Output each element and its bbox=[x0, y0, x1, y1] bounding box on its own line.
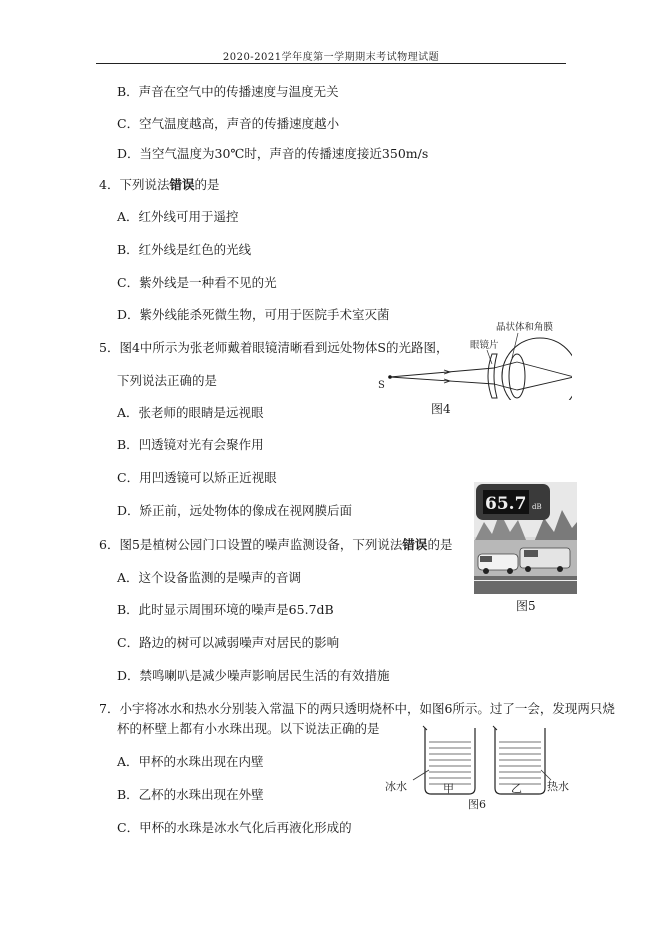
figure-6-beakers-diagram bbox=[383, 724, 579, 816]
q7-stem-line1: 7．小宇将冰水和热水分别装入常温下的两只透明烧杯中，如图6所示。过了一会，发现两只烧 bbox=[99, 701, 615, 716]
q4-option-d: D．紫外线能杀死微生物，可用于医院手术室灭菌 bbox=[117, 307, 390, 322]
figure-6-caption: 图6 bbox=[468, 798, 486, 811]
fig5-display-value: 65.7 bbox=[485, 494, 527, 514]
q3-option-d: D．当空气温度为30℃时，声音的传播速度接近350m/s bbox=[117, 146, 429, 161]
q4-stem: 4．下列说法错误的是 bbox=[99, 177, 220, 192]
q5-option-c: C．用凹透镜可以矫正近视眼 bbox=[117, 470, 277, 485]
figure-5-caption: 图5 bbox=[516, 599, 536, 613]
fig6-label-yi: 乙 bbox=[511, 782, 522, 795]
figure-4-caption: 图4 bbox=[431, 402, 451, 416]
q3-option-b: B．声音在空气中的传播速度与温度无关 bbox=[117, 84, 339, 99]
figure-5-noise-monitor-photo bbox=[474, 482, 577, 594]
q7-option-b: B．乙杯的水珠出现在外壁 bbox=[117, 787, 264, 802]
figure-4-eye-diagram bbox=[372, 318, 572, 400]
fig6-label-hot: 热水 bbox=[547, 780, 569, 793]
q4-option-b: B．红外线是红色的光线 bbox=[117, 242, 252, 257]
q6-option-a: A．这个设备监测的是噪声的音调 bbox=[117, 570, 302, 585]
q5-option-a: A．张老师的眼睛是远视眼 bbox=[117, 405, 264, 420]
q6-option-c: C．路边的树可以减弱噪声对居民的影响 bbox=[117, 635, 340, 650]
fig4-label-glasses: 眼镜片 bbox=[470, 340, 499, 351]
q6-stem: 6．图5是植树公园门口设置的噪声监测设备，下列说法错误的是 bbox=[99, 537, 453, 552]
fig6-label-cold: 冰水 bbox=[385, 780, 407, 793]
fig6-label-jia: 甲 bbox=[443, 782, 454, 795]
fig5-display-unit: dB bbox=[532, 503, 542, 511]
q7-stem-line2: 杯的杯壁上都有小水珠出现。以下说法正确的是 bbox=[117, 721, 380, 736]
q5-option-b: B．凹透镜对光有会聚作用 bbox=[117, 437, 264, 452]
q4-option-c: C．紫外线是一种看不见的光 bbox=[117, 275, 277, 290]
q6-option-b: B．此时显示周围环境的噪声是65.7dB bbox=[117, 602, 334, 617]
q6-stem-emphasis: 错误 bbox=[402, 537, 428, 552]
page-header: 2020-2021学年度第一学期期末考试物理试题 bbox=[222, 52, 440, 63]
q5-stem-line2: 下列说法正确的是 bbox=[117, 373, 218, 388]
q4-stem-emphasis: 错误 bbox=[169, 177, 195, 192]
header-divider bbox=[96, 63, 566, 64]
q6-option-d: D．禁鸣喇叭是减少噪声影响居民生活的有效措施 bbox=[117, 668, 390, 683]
fig4-label-lens: 晶状体和角膜 bbox=[496, 322, 554, 333]
q5-option-d: D．矫正前，远处物体的像成在视网膜后面 bbox=[117, 503, 353, 518]
q3-option-c: C．空气温度越高，声音的传播速度越小 bbox=[117, 116, 340, 131]
q4-option-a: A．红外线可用于遥控 bbox=[117, 209, 239, 224]
fig4-label-source: S bbox=[378, 380, 385, 391]
q5-stem-line1: 5．图4中所示为张老师戴着眼镜清晰看到远处物体S的光路图， bbox=[99, 340, 449, 355]
q7-option-c: C．甲杯的水珠是冰水气化后再液化形成的 bbox=[117, 820, 352, 835]
q7-option-a: A．甲杯的水珠出现在内壁 bbox=[117, 754, 264, 769]
